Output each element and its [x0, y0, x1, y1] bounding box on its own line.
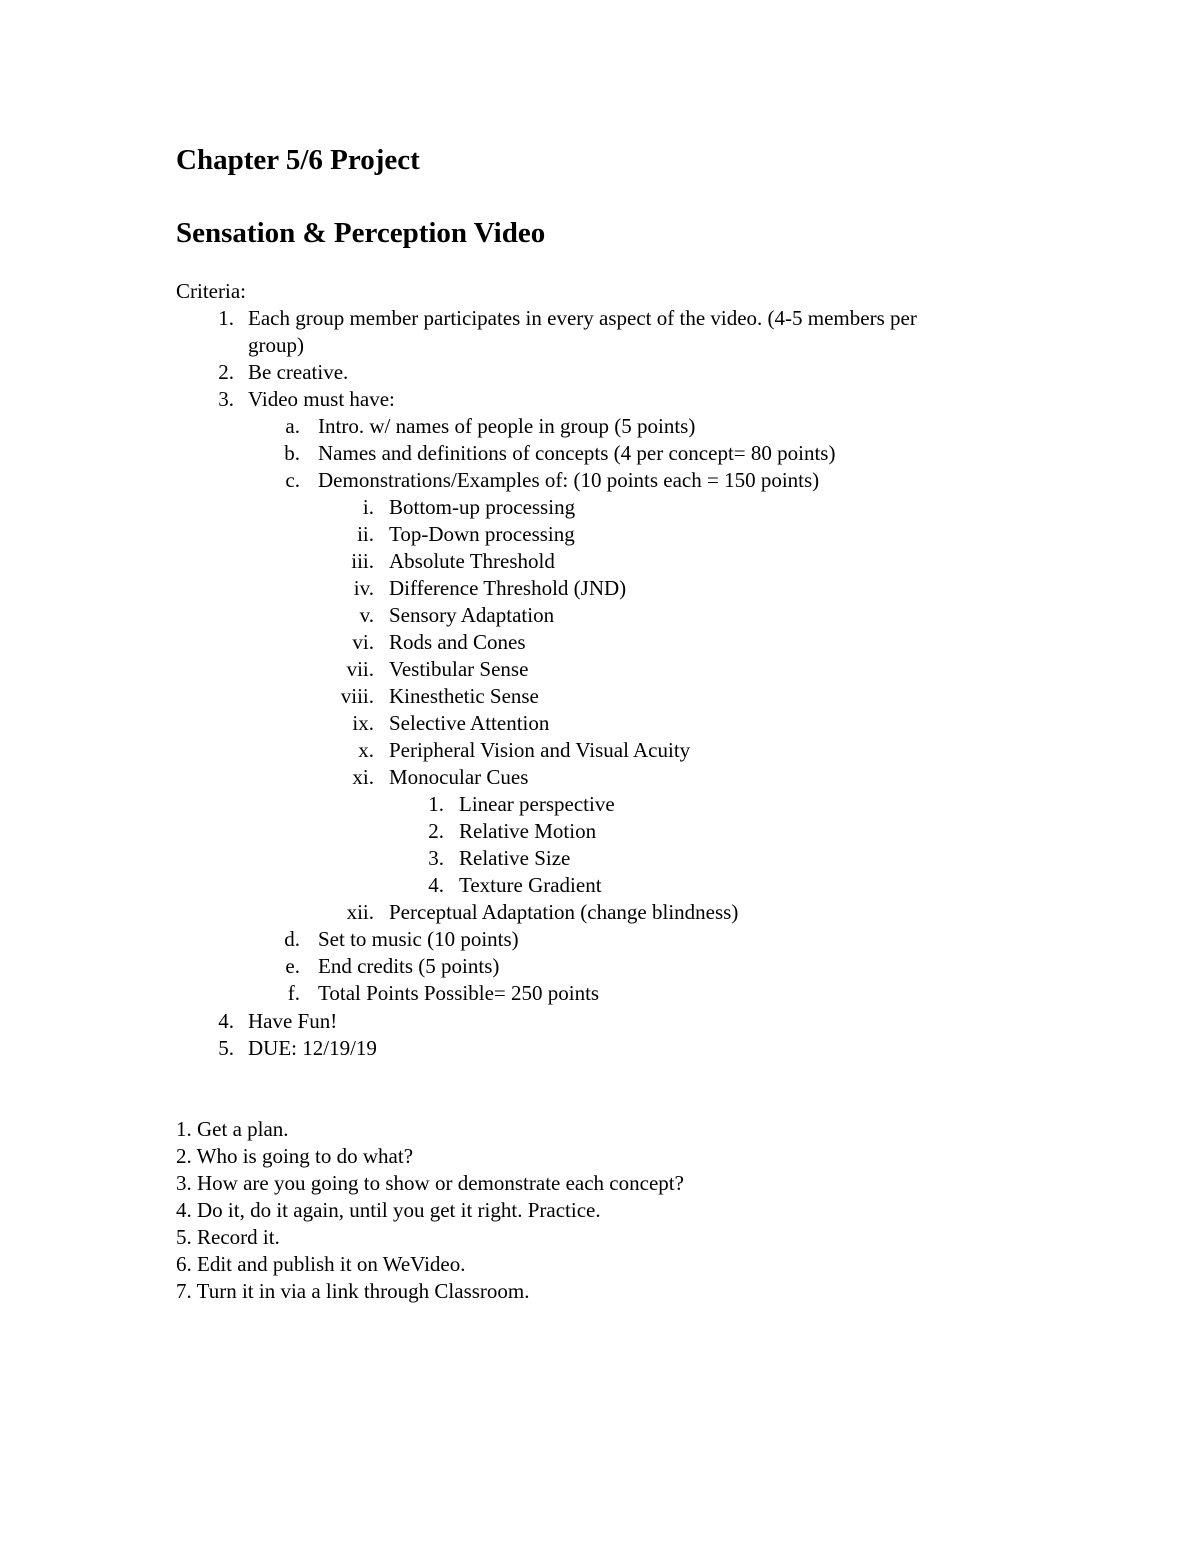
list-marker: c. [285, 468, 300, 492]
list-item-text: Be creative. [248, 360, 349, 384]
step-item: 5. Record it. [176, 1225, 280, 1249]
list-item-text: Linear perspective [459, 792, 615, 816]
step-item: 6. Edit and publish it on WeVideo. [176, 1252, 466, 1276]
list-marker: v. [359, 603, 374, 627]
list-item-text: Intro. w/ names of people in group (5 points) [318, 414, 696, 438]
list-marker: 2. [218, 360, 234, 384]
list-marker: d. [284, 927, 300, 951]
list-item-text: Sensory Adaptation [389, 603, 555, 627]
list-item-text: Demonstrations/Examples of: (10 points each = 150 points) [318, 468, 820, 492]
list-item-text: Perceptual Adaptation (change blindness) [389, 900, 739, 924]
list-item-text: Relative Motion [459, 819, 597, 843]
step-item: 4. Do it, do it again, until you get it right. Practice. [176, 1198, 601, 1222]
list-marker: 4. [218, 1009, 234, 1033]
list-marker: xii. [346, 900, 374, 924]
list-marker: 2. [428, 819, 444, 843]
criteria-label: Criteria: [176, 279, 246, 303]
document-title: Chapter 5/6 Project [176, 144, 420, 176]
list-item-text: Rods and Cones [389, 630, 526, 654]
list-marker: 1. [428, 792, 444, 816]
list-item-text: Selective Attention [389, 711, 550, 735]
list-item-text: Peripheral Vision and Visual Acuity [389, 738, 691, 762]
list-item-text: Total Points Possible= 250 points [318, 981, 600, 1005]
list-marker: a. [285, 414, 300, 438]
list-marker: 5. [218, 1036, 234, 1060]
list-item-continuation: group) [248, 333, 304, 357]
list-item-text: Kinesthetic Sense [389, 684, 539, 708]
list-marker: ix. [352, 711, 374, 735]
list-item-text: Bottom-up processing [389, 495, 576, 519]
document-subtitle: Sensation & Perception Video [176, 217, 546, 249]
list-marker: iv. [353, 576, 374, 600]
list-item-text: Set to music (10 points) [318, 927, 519, 951]
list-marker: 4. [428, 873, 444, 897]
list-marker: vi. [352, 630, 374, 654]
list-item-text: Have Fun! [248, 1009, 338, 1033]
list-marker: vii. [346, 657, 374, 681]
list-item-text: Texture Gradient [459, 873, 602, 897]
step-item: 7. Turn it in via a link through Classroom. [176, 1279, 530, 1303]
list-item-text: End credits (5 points) [318, 954, 500, 978]
list-marker: 3. [428, 846, 444, 870]
list-item-text: Each group member participates in every aspect of the video. (4-5 members per [248, 306, 917, 330]
list-item-text: Absolute Threshold [389, 549, 555, 573]
list-item-text: Difference Threshold (JND) [389, 576, 627, 600]
list-item-text: Top-Down processing [389, 522, 575, 546]
step-item: 1. Get a plan. [176, 1117, 289, 1141]
list-marker: viii. [340, 684, 374, 708]
list-item-text: Relative Size [459, 846, 571, 870]
list-marker: iii. [351, 549, 374, 573]
list-marker: e. [285, 954, 300, 978]
list-marker: b. [284, 441, 300, 465]
step-item: 2. Who is going to do what? [176, 1144, 414, 1168]
list-item-text: DUE: 12/19/19 [248, 1036, 377, 1060]
list-item-text: Video must have: [248, 387, 395, 411]
list-item-text: Names and definitions of concepts (4 per concept= 80 points) [318, 441, 836, 465]
list-marker: 1. [218, 306, 234, 330]
list-marker: f. [287, 981, 300, 1005]
list-marker: xi. [352, 765, 374, 789]
list-marker: 3. [218, 387, 234, 411]
list-marker: x. [358, 738, 374, 762]
list-marker: ii. [357, 522, 374, 546]
list-marker: i. [362, 495, 374, 519]
step-item: 3. How are you going to show or demonstrate each concept? [176, 1171, 684, 1195]
list-item-text: Vestibular Sense [389, 657, 529, 681]
list-item-text: Monocular Cues [389, 765, 529, 789]
